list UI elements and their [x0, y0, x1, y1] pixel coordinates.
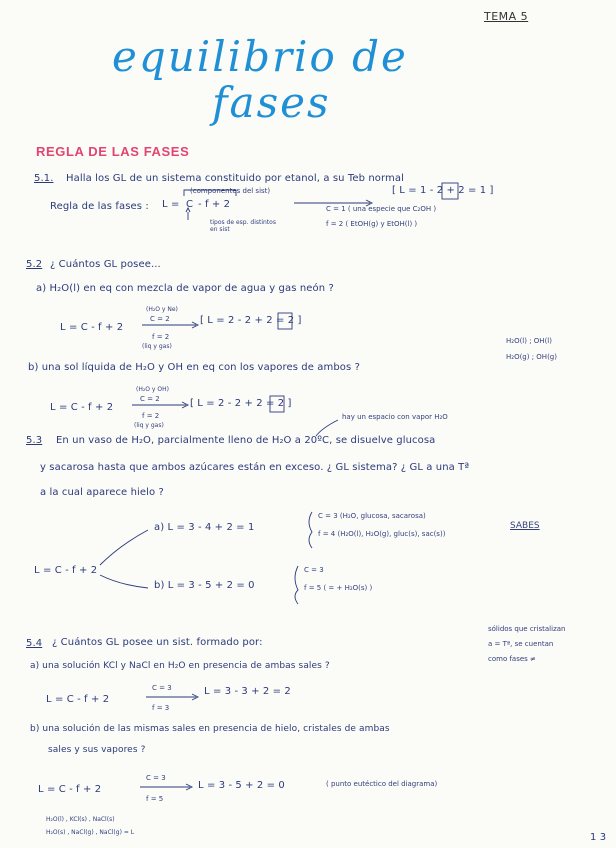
- answer-box-5-2-a: [278, 313, 292, 329]
- bracket-b-5-3: [295, 566, 298, 604]
- problem-5-3-a-tag: SABES: [510, 521, 540, 531]
- problem-5-2-a-note-top: (H₂O y Ne): [146, 306, 178, 313]
- page-title-line2: fases: [212, 78, 331, 127]
- problem-5-4-b-f: f = 5: [146, 795, 164, 803]
- problem-5-2-question: ¿ Cuántos GL posee...: [50, 259, 161, 270]
- page-number: 1 3: [590, 832, 607, 843]
- topic-label: TEMA 5: [484, 10, 529, 23]
- note-species: tipos de esp. distintos en sist: [210, 219, 276, 233]
- note-components: (componentes del sist): [190, 187, 271, 195]
- problem-5-2-b-f: f = 2: [142, 412, 160, 420]
- problem-5-2-b-label: b) una sol líquida de H₂O y OH en eq con los vapores de ambos ?: [28, 362, 361, 373]
- problem-5-2-b-note-top: (H₂O y OH): [136, 386, 169, 393]
- problem-5-3-root: L = C - f + 2: [34, 565, 98, 576]
- problem-5-1-number: 5.1.: [34, 173, 54, 184]
- problem-5-4-foot2: H₂O(s) , NaCl(g) , NaCl(g) = L: [46, 829, 135, 836]
- problem-5-2-number: 5.2: [26, 259, 43, 270]
- problem-5-3-line2: y sacarosa hasta que ambos azúcares están en exceso. ¿ GL sistema? ¿ GL a una Tª: [40, 462, 470, 473]
- problem-5-2-b-formula: L = C - f + 2: [50, 402, 114, 413]
- formula-c: C: [186, 199, 194, 210]
- problem-5-3-line1: En un vaso de H₂O, parcialmente lleno de H₂O a 20ºC, se disuelve glucosa: [56, 435, 436, 446]
- problem-5-3-annotation: hay un espacio con vapor H₂O: [342, 413, 448, 421]
- problem-5-3-b-f: f = 5 ( = + H₂O(s) ): [304, 584, 373, 592]
- problem-5-4-side2: a = Tª, se cuentan: [488, 640, 554, 648]
- problem-5-4-a-f: f = 3: [152, 704, 170, 712]
- problem-5-4-number: 5.4: [26, 638, 43, 649]
- problem-5-1-question: Halla los GL de un sistema constituido por etanol, a su Teb normal: [66, 173, 405, 184]
- problem-5-3-a-eq: a) L = 3 - 4 + 2 = 1: [154, 522, 255, 533]
- problem-5-4-a-c: C = 3: [152, 684, 172, 692]
- problem-5-2-a-c: C = 2: [150, 315, 170, 323]
- branch-a-5-3: [100, 530, 148, 565]
- arrowhead-species: [186, 208, 190, 212]
- problem-5-2-a-result: [ L = 2 - 2 + 2 = 2 ]: [200, 315, 302, 326]
- formula-left: L =: [162, 199, 180, 210]
- problem-5-4-b-label1: b) una solución de las mismas sales en presencia de hielo, cristales de ambas: [30, 724, 390, 734]
- problem-5-2-a-formula: L = C - f + 2: [60, 322, 124, 333]
- answer-box-5-1: [442, 183, 458, 199]
- problem-5-2-b-side2: H₂O(g) ; OH(g): [506, 353, 557, 361]
- problem-5-2-a-f: f = 2: [152, 333, 170, 341]
- problem-5-4-a-label: a) una solución KCl y NaCl en H₂O en presencia de ambas sales ?: [30, 661, 330, 671]
- problem-5-4-b-result: L = 3 - 5 + 2 = 0: [198, 780, 285, 791]
- problem-5-4-b-note: ( punto eutéctico del diagrama): [326, 780, 438, 788]
- problem-5-4-foot1: H₂O(l) , KCl(s) , NaCl(s): [46, 816, 115, 823]
- problem-5-4-side3: como fases ≠: [488, 655, 536, 663]
- problem-5-2-b-side1: H₂O(l) ; OH(l): [506, 337, 552, 345]
- problem-5-4-question: ¿ Cuántos GL posee un sist. formado por:: [52, 637, 263, 648]
- branch-b-5-3: [100, 575, 148, 588]
- page-title-line1: equilibrio de: [112, 32, 408, 81]
- annotation-arrow-5-3: [316, 420, 338, 436]
- problem-5-4-b-label2: sales y sus vapores ?: [48, 745, 146, 755]
- problem-5-3-a-f: f = 4 (H₂O(l), H₂O(g), gluc(s), sac(s)): [318, 530, 446, 538]
- problem-5-2-a-label: a) H₂O(l) en eq con mezcla de vapor de agua y gas neón ?: [36, 283, 334, 294]
- problem-5-3-b-eq: b) L = 3 - 5 + 2 = 0: [154, 580, 255, 591]
- phase-rule-label: Regla de las fases :: [50, 201, 149, 212]
- problem-5-2-b-result: [ L = 2 - 2 + 2 = 2 ]: [190, 398, 292, 409]
- problem-5-3-line3: a la cual aparece hielo ?: [40, 487, 164, 498]
- c-eq-5-1: C = 1 ( una especie que C₂OH ): [326, 205, 437, 213]
- problem-5-4-a-formula: L = C - f + 2: [46, 694, 110, 705]
- f-eq-5-1: f = 2 ( EtOH(g) y EtOH(l) ): [326, 220, 418, 228]
- problem-5-2-a-note-bottom: (liq y gas): [142, 343, 172, 350]
- brace-components: [184, 190, 236, 196]
- problem-5-3-number: 5.3: [26, 435, 43, 446]
- problem-5-4-side1: sólidos que cristalizan: [488, 625, 566, 633]
- bracket-a-5-3: [309, 512, 312, 548]
- problem-5-4-b-c: C = 3: [146, 774, 166, 782]
- problem-5-3-a-c: C = 3 (H₂O, glucosa, sacarosa): [318, 512, 426, 520]
- problem-5-4-a-result: L = 3 - 3 + 2 = 2: [204, 686, 291, 697]
- answer-box-5-2-b: [270, 396, 284, 412]
- problem-5-2-b-c: C = 2: [140, 395, 160, 403]
- problem-5-4-b-formula: L = C - f + 2: [38, 784, 102, 795]
- problem-5-2-b-note-bottom: (liq y gas): [134, 422, 164, 429]
- result-5-1: [ L = 1 - 2 + 2 = 1 ]: [392, 185, 494, 196]
- problem-5-3-b-c: C = 3: [304, 566, 324, 574]
- formula-f: - f + 2: [198, 199, 231, 210]
- section-heading: REGLA DE LAS FASES: [36, 144, 190, 159]
